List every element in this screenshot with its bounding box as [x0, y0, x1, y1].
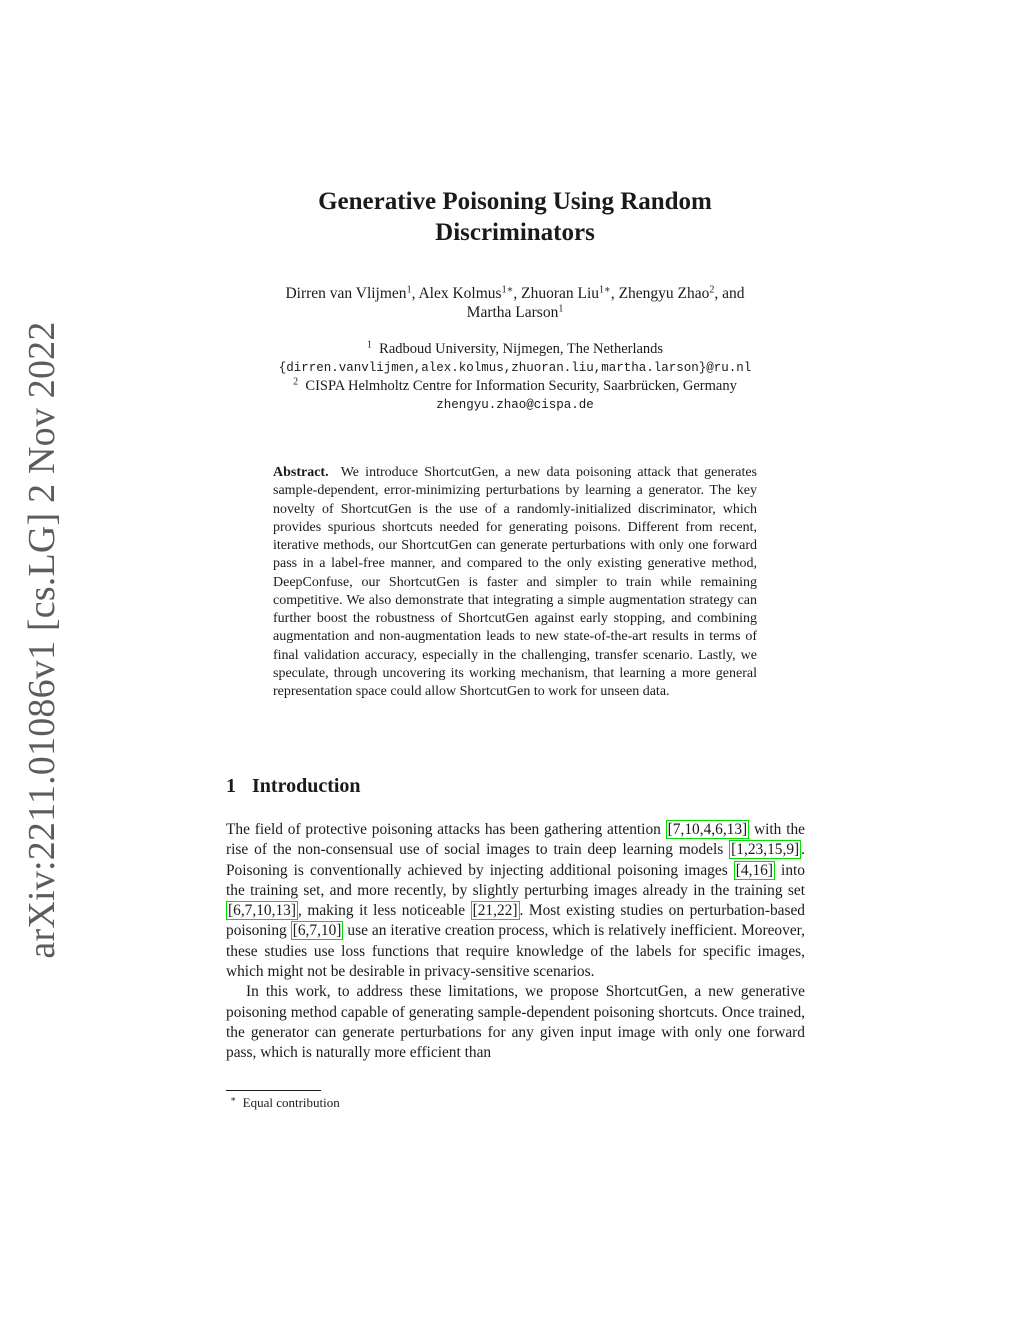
introduction-body: [226, 820, 805, 1064]
title-line-1: Generative Poisoning Using Random: [318, 188, 712, 215]
title-line-2: Discriminators: [435, 219, 595, 246]
section-heading: [226, 775, 361, 798]
citation-link[interactable]: [1,23,15,9]: [731, 841, 800, 859]
author-name: Dirren van Vlijmen: [285, 285, 407, 302]
affiliation-mark: 2: [293, 376, 299, 388]
citation-link[interactable]: [6,7,10]: [292, 922, 342, 940]
affiliation-mark: 1: [366, 339, 372, 351]
author-affil-mark: 1: [558, 303, 564, 315]
author-affil-mark: 1: [406, 284, 412, 296]
section-title: Introduction: [252, 775, 361, 797]
citation-link[interactable]: [21,22]: [472, 902, 518, 920]
affiliation-1: $^1$ Radboud University, Nijmegen, The Netherlands: [366, 339, 664, 357]
footnote-rule: [226, 1090, 321, 1091]
author-affil-mark: 1∗: [599, 284, 611, 296]
author-line-2: [200, 303, 830, 322]
author-name: , Alex Kolmus: [411, 285, 502, 302]
abstract: [273, 464, 757, 701]
author-name: , Zhengyu Zhao: [610, 285, 710, 302]
author-connector: , and: [714, 285, 745, 302]
abstract-text: We introduce ShortcutGen, a new data poisoning attack that generates sample-dependent, error-minimizing perturbations by learning a generator. The key novelty of ShortcutGen is the use of a randomly-initialized discriminator, which provides spurious shortcuts needed for generating poisons. Different from recent, iterative methods, our ShortcutGen can generate perturbations with only one forward pass in a label-free manner, and compared to the only existing generative method, DeepConfuse, our ShortcutGen is faster and simpler to train while remaining competitive. We also demonstrate that integrating a simple augmentation strategy can further boost the robustness of ShortcutGen against early stopping, and combining augmentation and non-augmentation leads to new state-of-the-art results in terms of final validation accuracy, especially in the challenging, transfer scenario. Lastly, we speculate, through uncovering its working mechanism, that learning a more general representation space could allow ShortcutGen to work for unseen data.: [273, 465, 758, 699]
citation-link[interactable]: [7,10,4,6,13]: [667, 821, 748, 838]
author-name: Martha Larson: [466, 304, 559, 321]
author-list: [200, 284, 830, 322]
author-affil-mark: 1∗: [501, 284, 514, 296]
arxiv-identifier: arXiv:2211.01086v1 [cs.LG] 2 Nov 2022: [21, 321, 63, 959]
affiliations: [200, 340, 830, 414]
author-affil-mark: 2: [709, 284, 715, 296]
paragraph: The field of protective poisoning attacks has been gathering attention [7,10,4,6,13] with the rise of the non-consensual use of social images to train deep learning models [1,23,15,9] . Poisoning is conventionally achieved by injecting additional poisoning images [4,16] into the training set, and more recently, by slightly perturbing images already in the training set [6,7,10,13] , making it less noticeable [21,22] . Most existing studies on perturbation-based poisoning [6,7,10] use an iterative creation process, which is relatively inefficient. Moreover, these studies use loss functions that require knowledge of the labels for specific images, which might not be desirable in privacy-sensitive scenarios.: [226, 821, 806, 981]
affiliation-1-email[interactable]: {dirren.vanvlijmen,alex.kolmus,zhuoran.liu,martha.larson}@ru.nl: [278, 360, 752, 375]
author-name: , Zhuoran Liu: [513, 285, 600, 302]
paper-title: [200, 186, 830, 248]
affiliation-2: $^2$ CISPA Helmholtz Centre for Information Security, Saarbrücken, Germany: [293, 376, 737, 394]
author-line-1: [200, 284, 830, 303]
section-number: 1: [226, 775, 236, 797]
abstract-label: Abstract.: [273, 465, 329, 480]
paragraph: In this work, to address these limitations, we propose ShortcutGen, a new generative poisoning method capable of generating sample-dependent poisoning shortcuts. Once trained, the generator can generate perturbations for any given input image with only one forward pass, which is naturally more efficient than: [226, 983, 805, 1062]
footnote-mark: ∗: [230, 1094, 237, 1105]
citation-link[interactable]: [6,7,10,13]: [228, 902, 296, 920]
affiliation-2-email[interactable]: zhengyu.zhao@cispa.de: [436, 397, 594, 412]
footnote-text: Equal contribution: [242, 1095, 340, 1110]
footnote: [230, 1094, 340, 1111]
citation-link[interactable]: [4,16]: [735, 861, 773, 879]
